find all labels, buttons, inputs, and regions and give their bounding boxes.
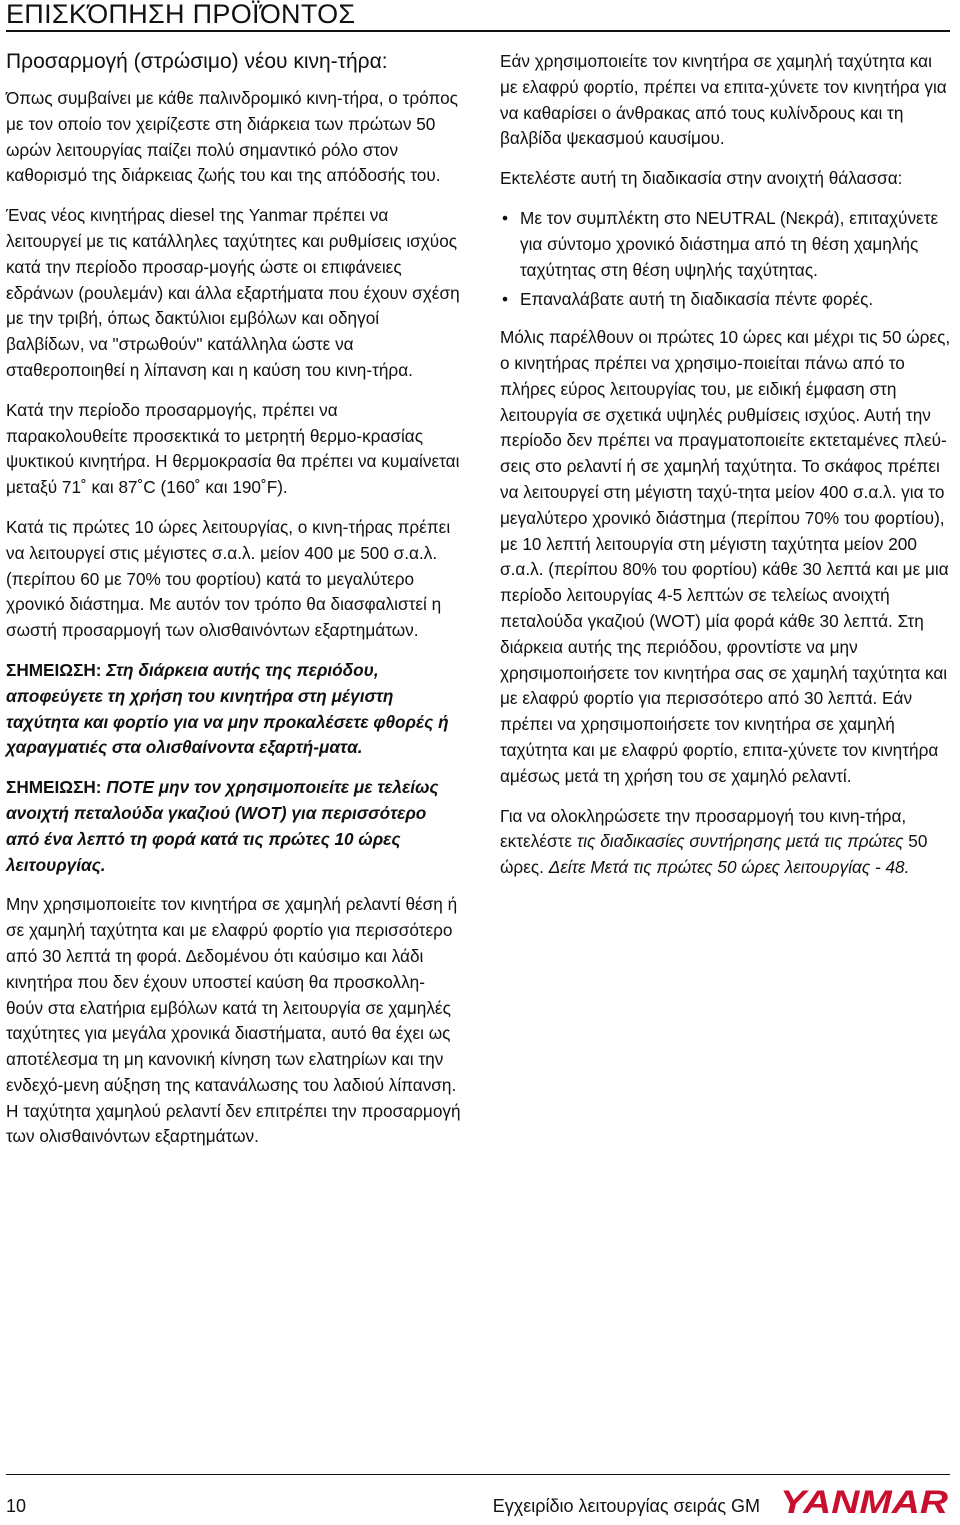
note-text: Στη διάρκεια αυτής της περιόδου, αποφεύγετε τη χρήση του κινητήρα στη μέγιστη ταχύτητα και φορτίο για να μην προκαλέσετε φθορές ή χαραγματιές στα ολισθαίνοντα εξαρτή-ματα. [6, 659, 449, 758]
note-text: ΠΟΤΕ μην τον χρησιμοποιείτε με τελείως ανοιχτή πεταλούδα γκαζιού (WOT) για περισσότερο από ένα λεπτό τη φορά κατά τις πρώτες 10 ώρες λειτουργίας. [6, 777, 439, 875]
note-wear [6, 658, 462, 761]
subsection-heading: Προσαρμογή (στρώσιμο) νέου κινη-τήρα: [6, 50, 388, 73]
right-column [500, 49, 952, 895]
left-column [6, 49, 462, 1164]
maintenance-link[interactable]: τις διαδικασίες συντήρησης μετά τις πρώτες [576, 831, 904, 852]
section-title: ΕΠΙΣΚΌΠΗΣΗ ΠΡΟΪΌΝΤΟΣ [6, 0, 356, 29]
procedure-list [500, 206, 952, 313]
page-header [6, 0, 950, 30]
footer-divider [6, 1474, 950, 1475]
paragraph: Μην χρησιμοποιείτε τον κινητήρα σε χαμηλή ρελαντί θέση ή σε χαμηλή ταχύτητα και με ελαφρύ φορτίο για περισσότερο από 30 λεπτά τη φορά. Δεδομένου ότι καύσιμο και λάδι κινητήρα που δεν έχουν υποστεί καύση θα προσκολλη-θούν στα ελατήρια εμβόλων κατά τη λειτουργία σε χαμηλές ταχύτητες για μεγάλα χρονικά διαστήματα, αυτό θα έχει ως αποτέλεσμα τη μη κανονική κίνηση των ελατηρίων και την ενδεχό-μενη αύξηση της κατανάλωσης του λαδιού λίπανση. Η ταχύτητα χαμηλού ρελαντί δεν επιτρέπει την προσαρμογή των ολισθαινόντων εξαρτημάτων. [6, 894, 461, 1147]
bullet-icon: • [502, 207, 509, 228]
paragraph: Μόλις παρέλθουν οι πρώτες 10 ώρες και μέχρι τις 50 ώρες, ο κινητήρας πρέπει να χρησιμο-ποιείται πάνω από το πλήρες εύρος λειτουργίας του, με ειδική έμφαση στη λειτουργία σε σχετικά υψηλές ρυθμίσεις ισχύος. Αυτή την περίοδο δεν πρέπει να πραγματοποιείτε εκτεταμένες πλεύ-σεις στο ρελαντί ή σε χαμηλή ταχύτητα. Το σκάφος πρέπει να λειτουργεί στη μέγιστη ταχύ-τητα μείον 400 σ.α.λ. για το μεγαλύτερο χρονικό διάστημα (περίπου 70% του φορτίου), με 10 λεπτή λειτουργία στη μέγιστη ταχύτητα μείον 200 σ.α.λ. (περίπου 80% του φορτίου) κάθε 30 λεπτά και με μια περίοδο λειτουργίας 4-5 λεπτών σε τελείως ανοιχτή πεταλούδα γκαζιού (WOT) μία φορά κάθε 30 λεπτά. Στη διάρκεια αυτής της περιόδου, φροντίστε να μην χρησιμοποιήσετε τον κινητήρα σας σε χαμηλή ταχύτητα και με ελαφρύ φορτίο για περισσότερο από 30 λεπτά. Εάν πρέπει να χρησιμοποιήσετε τον κινητήρα σε χαμηλή ταχύτητα και με ελαφρύ φορτίο, επιτα-χύνετε τον κινητήρα αμέσως μετά τη χρήση του σε χαμηλό ρελαντί. [500, 327, 951, 786]
logo-wordmark: YANMAR [780, 1484, 948, 1518]
page-footer [6, 1474, 950, 1524]
page-number: 10 [6, 1496, 27, 1516]
bullet-icon: • [502, 289, 509, 310]
list-item-text: Με τον συμπλέκτη στο NEUTRAL (Νεκρά), επιταχύνετε για σύντομο χρονικό διάστημα από τη θέση χαμηλής ταχύτητας στη θέση υψηλής ταχύτητας. [520, 207, 939, 280]
paragraph: Εκτελέστε αυτή τη διαδικασία στην ανοιχτή θάλασσα: [500, 168, 903, 189]
paragraph: Όπως συμβαίνει με κάθε παλινδρομικό κινη-τήρα, ο τρόπος με τον οποίο τον χειρίζεστε στη διάρκεια των πρώτων 50 ωρών λειτουργίας παίζει πολύ σημαντικό ρόλο στον καθορισμό της διάρκειας ζωής του και της απόδοσής του. [6, 88, 458, 186]
manual-title: Εγχειρίδιο λειτουργίας σειράς GM [492, 1496, 760, 1516]
yanmar-logo [778, 1484, 950, 1518]
note-label: ΣΗΜΕΙΩΣΗ: [6, 777, 102, 798]
note-label: ΣΗΜΕΙΩΣΗ: [6, 659, 102, 680]
paragraph: Εάν χρησιμοποιείτε τον κινητήρα σε χαμηλή ταχύτητα και με ελαφρύ φορτίο, πρέπει να επιτα-χύνετε τον κινητήρα για να καθαρίσει ο άνθρακας από τους κυλίνδρους και τη βαλβίδα ψεκασμού καυσίμου. [500, 51, 947, 149]
list-item [500, 206, 952, 283]
text-run: Για να ολοκληρώσετε την προσαρμογή του κινη-τήρα, εκτελέστε [500, 805, 907, 852]
note-wot [6, 775, 462, 878]
list-item [500, 287, 952, 313]
paragraph [500, 804, 952, 881]
paragraph: Κατά την περίοδο προσαρμογής, πρέπει να παρακολουθείτε προσεκτικά το μετρητή θερμο-κρασίας ψυκτικού κινητήρα. Η θερμοκρασία θα πρέπει να κυμαίνεται μεταξύ 71˚ και 87˚C (160˚ και 190˚F). [6, 399, 460, 498]
list-item-text: Επαναλάβατε αυτή τη διαδικασία πέντε φορές. [520, 289, 874, 310]
header-divider [6, 30, 950, 32]
paragraph: Κατά τις πρώτες 10 ώρες λειτουργίας, ο κινη-τήρας πρέπει να λειτουργεί στις μέγιστες σ.α.λ. μείον 400 με 500 σ.α.λ. (περίπου 60 με 70% του φορτίου) κατά το μεγαλύτερο χρονικό διάστημα. Με αυτόν τον τρόπο θα διασφαλιστεί η σωστή προσαρμογή των ολισθαινόντων εξαρτημάτων. [6, 516, 451, 641]
text-run: 50 ώρες. [500, 831, 928, 878]
paragraph: Ένας νέος κινητήρας diesel της Yanmar πρέπει να λειτουργεί με τις κατάλληλες ταχύτητες και ρυθμίσεις ισχύος κατά την περίοδο προσαρ-μογής ώστε οι επιφάνειες εδράνων (ρουλεμάν) και άλλα εξαρτήματα που έχουν σχέση με την τριβή, όπως δακτύλιοι εμβόλων και οδηγοί βαλβίδων, να "στρωθούν" κατάλληλα ώστε να σταθεροποιηθεί η λίπανση και η καύση του κινη-τήρα. [6, 205, 460, 380]
cross-reference-link[interactable]: Δείτε Μετά τις πρώτες 50 ώρες λειτουργίας - 48. [548, 857, 910, 878]
